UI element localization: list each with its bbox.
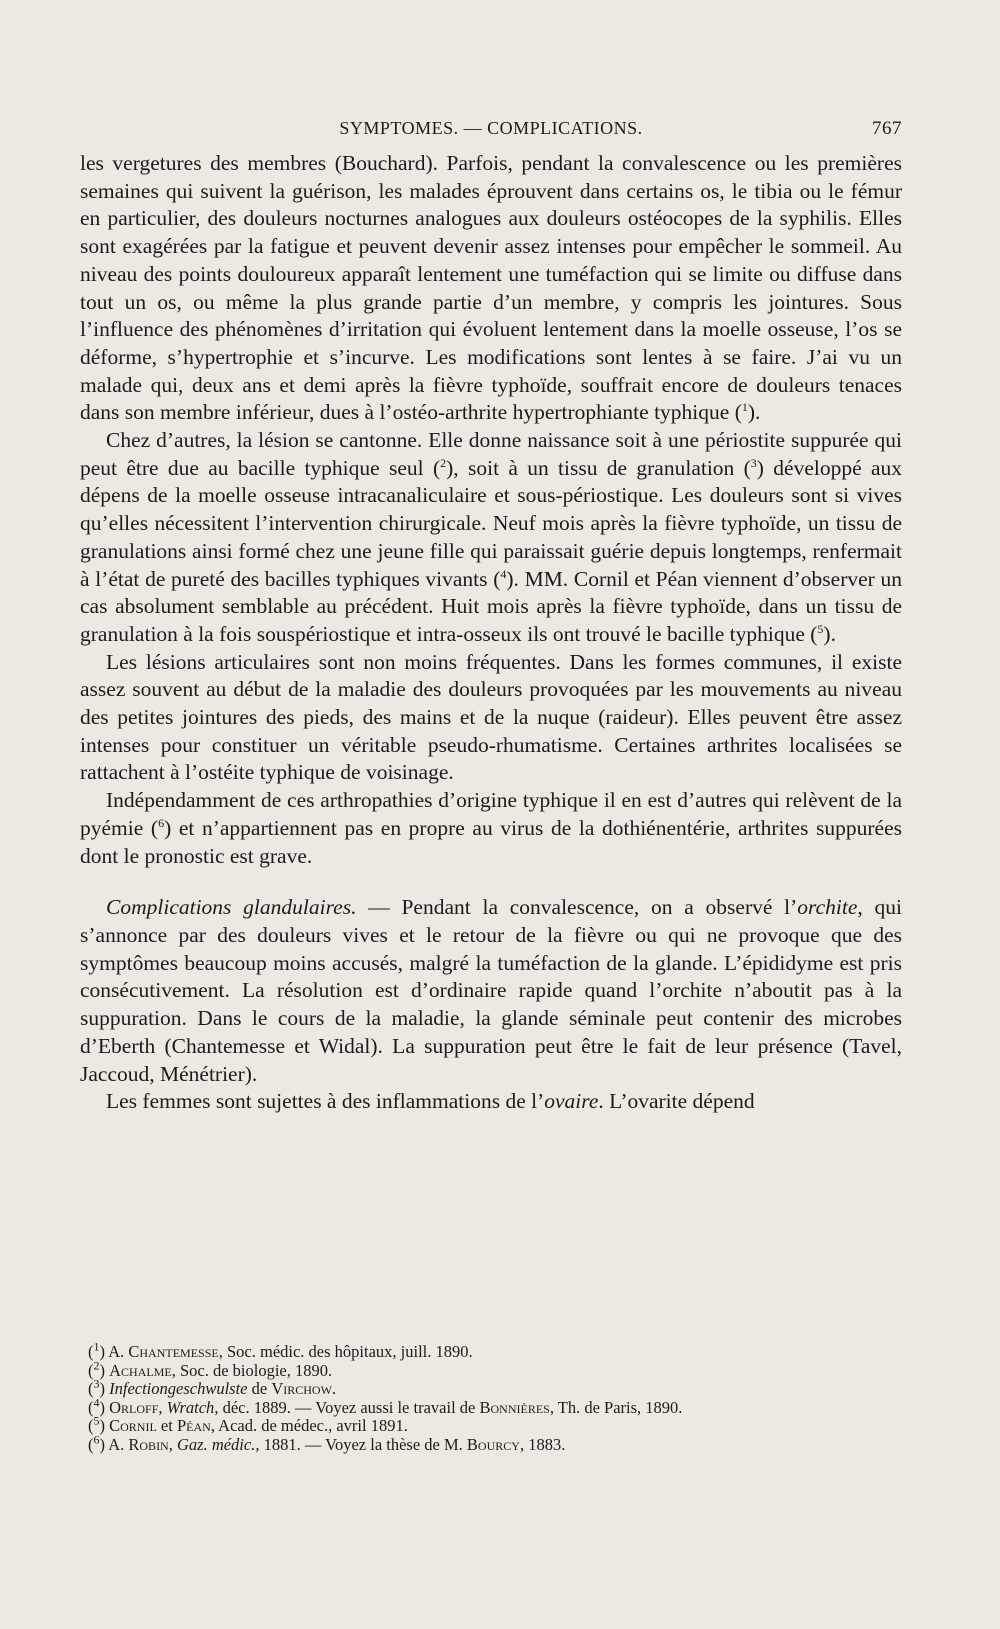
paragraph-4: Indépendamment de ces arthropathies d’origine typhique il en est d’autres qui relèvent de la pyémie ($^6$) et n’appartiennent pas en propre au virus de la dothiénentérie, arthrites suppurées dont le pronostic est grave. bbox=[80, 788, 902, 868]
page-number: 767 bbox=[872, 118, 902, 139]
running-title: SYMPTOMES. — COMPLICATIONS. bbox=[339, 118, 643, 138]
paragraph-2: Chez d’autres, la lésion se cantonne. Elle donne naissance soit à une périostite suppurée qui peut être due au bacille typhique seul ($^2$), soit à un tissu de granulation ($^3$) développé aux dépens de la moelle osseuse intracanaliculaire et sous-périostique. Les douleurs sont si vives qu’elles nécessitent l’intervention chirurgicale. Neuf mois après la fièvre typhoïde, un tissu de granulations ainsi formé chez une jeune fille qui paraissait guérie depuis longtemps, renfermait à l’état de pureté des bacilles typhiques vivants ($^4$). MM. Cornil et Péan viennent d’observer un cas absolument semblable au précédent. Huit mois après la fièvre typhoïde, dans un tissu de granulation à la fois souspériostique et intra-osseux ils ont trouvé le bacille typhique ($^5$). bbox=[80, 428, 902, 646]
footnote-ref: 3 bbox=[750, 455, 757, 470]
running-header bbox=[80, 118, 902, 146]
body-text bbox=[80, 150, 902, 1116]
footnote-3: ($^3$) Infectiongeschwulste de Virchow. bbox=[88, 1376, 337, 1399]
footnotes bbox=[88, 1339, 908, 1455]
footnote-ref: 6 bbox=[158, 815, 165, 830]
footnote-ref: 2 bbox=[440, 455, 447, 470]
footnote-ref: 5 bbox=[817, 621, 824, 636]
footnote-ref: 1 bbox=[741, 400, 748, 415]
paragraph-3: Les lésions articulaires sont non moins fréquentes. Dans les formes communes, il existe assez souvent au début de la maladie des douleurs provoquées par les mouvements au niveau des petites jointures des pieds, des mains et de la nuque (raideur). Elles peuvent être assez intenses pour constituer un véritable pseudo-rhumatisme. Certaines arthrites localisées se rattachent à l’ostéite typhique de voisinage. bbox=[80, 649, 902, 785]
footnote-4: ($^4$) Orloff, Wratch, déc. 1889. — Voyez aussi le travail de Bonnières, Th. de Paris, 1890. bbox=[88, 1395, 683, 1417]
footnote-2: ($^2$) Achalme, Soc. de biologie, 1890. bbox=[88, 1358, 333, 1380]
footnote-1: ($^1$) A. Chantemesse, Soc. médic. des hôpitaux, juill. 1890. bbox=[88, 1339, 473, 1361]
paragraph-6: Les femmes sont sujettes à des inflammations de l’ovaire. L’ovarite dépend bbox=[106, 1089, 755, 1114]
section-heading-inline: Complications glandulaires. bbox=[106, 895, 357, 920]
footnote-5: ($^5$) Cornil et Péan, Acad. de médec., avril 1891. bbox=[88, 1413, 408, 1436]
paragraph-1: les vergetures des membres (Bouchard). Parfois, pendant la convalescence ou les premières semaines qui suivent la guérison, les malades éprouvent dans certains os, le tibia ou le fémur en particulier, des douleurs nocturnes analogues aux douleurs ostéocopes de la syphilis. Elles sont exagérées par la fatigue et peuvent devenir assez intenses pour empêcher le sommeil. Au niveau des points douloureux apparaît lentement une tuméfaction qui se limite ou diffuse dans tout un os, ou même la plus grande partie d’un membre, y compris les jointures. Sous l’influence des phénomènes d’irritation qui évoluent lentement dans la moelle osseuse, l’os se déforme, s’hypertrophie et s’incurve. Les modifications sont lentes à se faire. J’ai vu un malade qui, deux ans et demi après la fièvre typhoïde, souffrait encore de douleurs tenaces dans son membre inférieur, dues à l’ostéo-arthrite hypertrophiante typhique ($^1$). bbox=[80, 151, 902, 425]
footnote-6: ($^6$) A. Robin, Gaz. médic., 1881. — Voyez la thèse de M. Bourcy, 1883. bbox=[88, 1432, 566, 1454]
paragraph-5: Complications glandulaires. — Pendant la convalescence, on a observé l’orchite, qui s’annonce par des douleurs vives et le retour de la fièvre ou qui ne provoque que des symptômes beaucoup moins accusés, malgré la tuméfaction de la glande. L’épididyme est pris consécutivement. La résolution est d’ordinaire rapide quand l’orchite n’aboutit pas à la suppuration. Dans le cours de la maladie, la glande séminale peut contenir des microbes d’Eberth (Chantemesse et Widal). La suppuration peut être le fait de leur présence (Tavel, Jaccoud, Ménétrier). bbox=[80, 895, 902, 1086]
footnote-ref: 4 bbox=[500, 566, 507, 581]
